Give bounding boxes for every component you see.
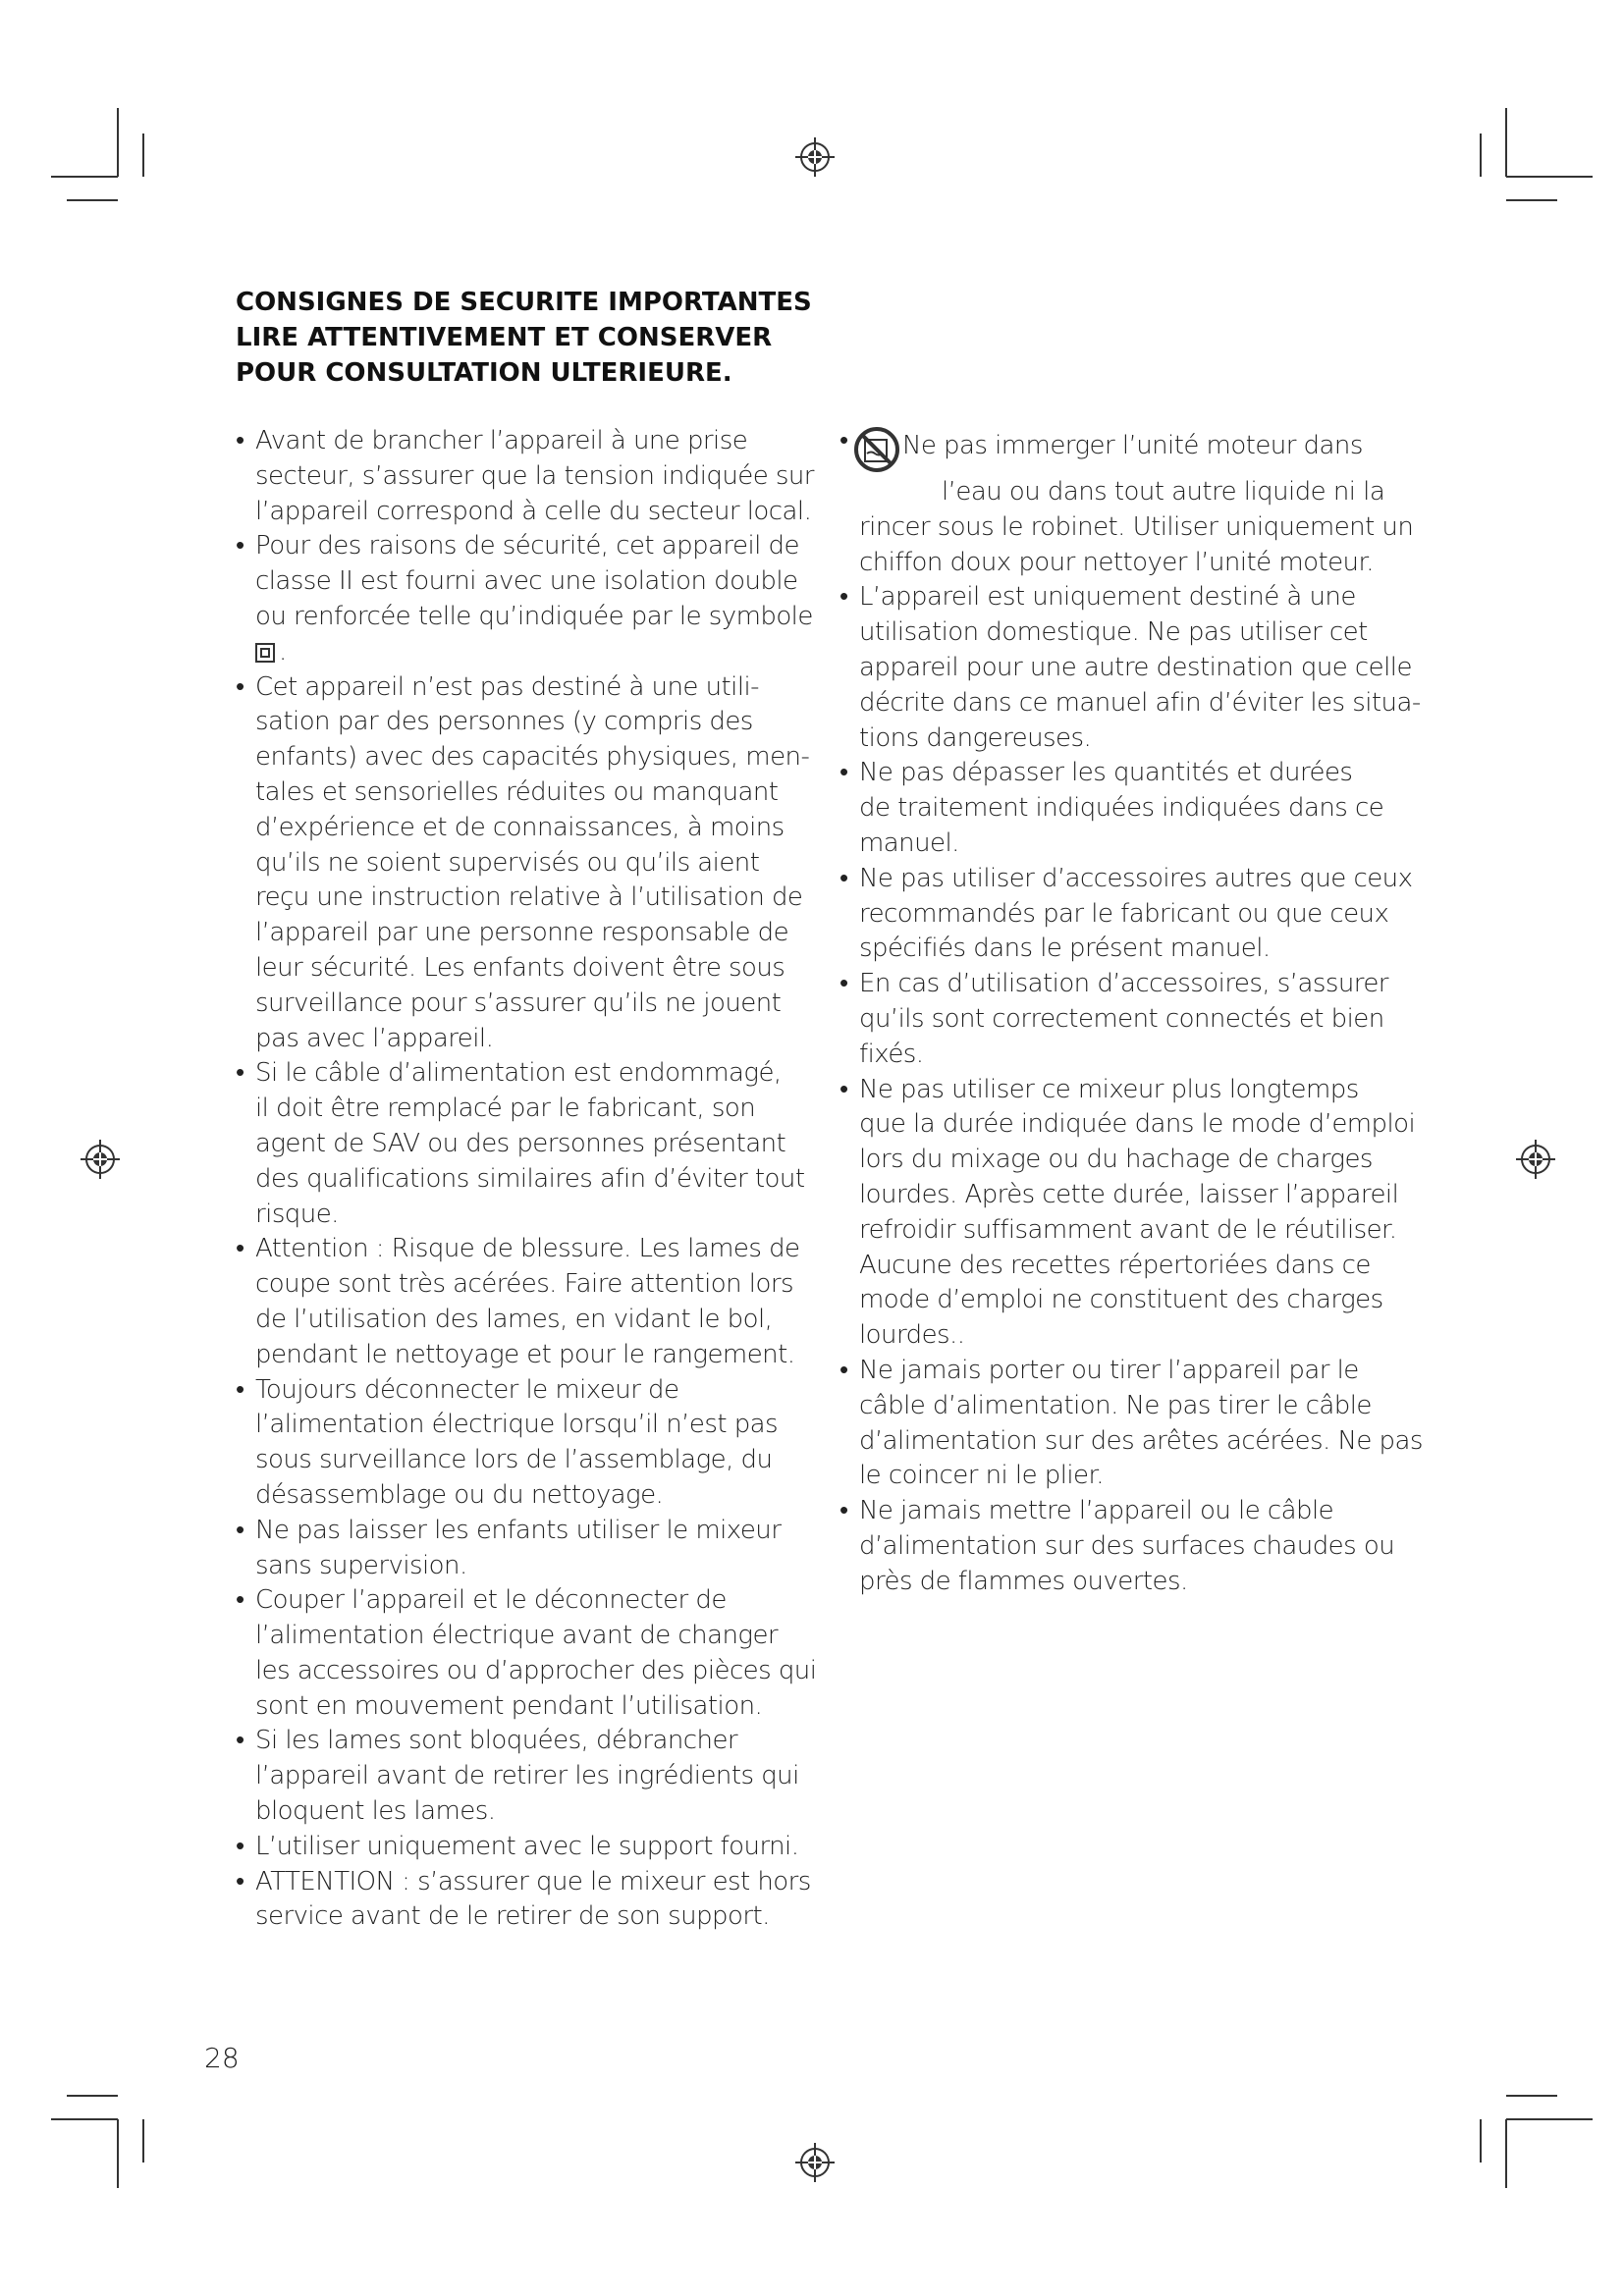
list-item-text: utilisation domestique. Ne pas utiliser cet — [859, 617, 1368, 648]
list-item-text: sans supervision. — [255, 1550, 467, 1580]
list-item — [236, 1865, 815, 1936]
list-item-text: secteur, s’assurer que la tension indiquée sur — [255, 460, 814, 491]
list-item — [839, 424, 1419, 580]
list-item-text: • Si le câble d’alimentation est endommagé, — [255, 1058, 782, 1089]
list-item — [236, 1514, 815, 1584]
title-line: POUR CONSULTATION ULTERIEURE. — [236, 358, 732, 388]
no-water-immersion-icon — [851, 424, 902, 475]
list-item-text: chiffon doux pour nettoyer l’unité moteur. — [859, 547, 1374, 577]
list-item-text: désassemblage ou du nettoyage. — [255, 1479, 664, 1510]
list-item-text: rincer sous le robinet. Utiliser uniquement un — [859, 511, 1414, 542]
list-item-text: • Cet appareil n’est pas destiné à une utili- — [255, 671, 759, 702]
list-item-text: • Pour des raisons de sécurité, cet appareil de — [255, 531, 799, 561]
list-item-text: qu’ils ne soient supervisés ou qu’ils aient — [255, 847, 760, 878]
title-line: CONSIGNES DE SECURITE IMPORTANTES — [236, 288, 812, 317]
list-item-text: reçu une instruction relative à l’utilisation de — [255, 882, 803, 913]
left-column-safety-list — [236, 424, 815, 1935]
list-item — [236, 1583, 815, 1724]
list-item-text: pas avec l’appareil. — [255, 1023, 494, 1053]
list-item-text: • L’appareil est uniquement destiné à une — [859, 582, 1356, 613]
list-item-text: lors du mixage ou du hachage de charges — [859, 1145, 1373, 1175]
list-item-text: d’expérience et de connaissances, à moins — [255, 812, 785, 842]
list-item — [236, 1830, 815, 1865]
list-item-text: décrite dans ce manuel afin d’éviter les situa- — [859, 687, 1421, 718]
list-item-text: près de flammes ouvertes. — [859, 1566, 1188, 1596]
list-item — [839, 756, 1419, 861]
list-item — [839, 580, 1419, 756]
list-item-text: • Toujours déconnecter le mixeur de — [255, 1374, 679, 1405]
list-item-text: • Ne pas dépasser les quantités et durées — [859, 758, 1353, 788]
list-item-text: • Avant de brancher l’appareil à une prise — [255, 426, 748, 455]
title-line: LIRE ATTENTIVEMENT ET CONSERVER — [236, 323, 773, 352]
list-item-text: des qualifications similaires afin d’éviter tout — [255, 1163, 805, 1194]
list-item — [839, 862, 1419, 967]
list-item — [236, 1232, 815, 1372]
list-item-text: • Ne jamais mettre l’appareil ou le câble — [859, 1496, 1334, 1526]
list-item-text: coupe sont très acérées. Faire attention lors — [255, 1269, 793, 1300]
list-item-text: • Si les lames sont bloquées, débrancher — [255, 1726, 738, 1756]
list-item-text: qu’ils sont correctement connectés et bien — [859, 1003, 1384, 1034]
class-ii-symbol-line — [255, 635, 815, 670]
list-item-text: • Attention : Risque de blessure. Les lames de — [255, 1234, 800, 1264]
list-item-text: sation par des personnes (y compris des — [255, 707, 753, 737]
list-item-text: que la durée indiquée dans le mode d’emploi — [859, 1109, 1416, 1140]
list-item-text: tions dangereuses. — [859, 722, 1092, 753]
list-item-text: • Ne pas utiliser d’accessoires autres que ceux — [859, 863, 1413, 893]
list-item-text: l’appareil par une personne responsable de — [255, 918, 789, 948]
list-item — [839, 967, 1419, 1072]
list-item-text: spécifiés dans le présent manuel. — [859, 934, 1271, 964]
page-title — [236, 285, 812, 391]
list-item-text: leur sécurité. Les enfants doivent être sous — [255, 952, 785, 983]
registration-mark-icon — [81, 1140, 120, 1179]
list-item-text: l’eau ou dans tout autre liquide ni la — [942, 477, 1385, 507]
list-item — [236, 670, 815, 1057]
registration-mark-icon — [795, 137, 835, 177]
list-item — [236, 1373, 815, 1514]
list-item-text: câble d’alimentation. Ne pas tirer le câble — [859, 1390, 1372, 1420]
list-item-text: l’alimentation électrique avant de changer — [255, 1621, 779, 1651]
list-item-text: Ne pas immerger l’unité moteur dans — [902, 431, 1363, 460]
list-item — [236, 529, 815, 669]
list-item-text: enfants) avec des capacités physiques, men- — [255, 742, 810, 773]
right-column-safety-list — [839, 424, 1423, 1600]
list-item-text: • En cas d’utilisation d’accessoires, s’assurer — [859, 969, 1388, 999]
list-item-text: risque. — [255, 1199, 339, 1229]
list-item-text: d’alimentation sur des surfaces chaudes ou — [859, 1530, 1395, 1561]
list-item-text: l’appareil correspond à celle du secteur local. — [255, 496, 812, 526]
list-item-text: lourdes.. — [859, 1320, 965, 1351]
list-item-text: de l’utilisation des lames, en vidant le bol, — [255, 1304, 773, 1334]
list-item-text: le coincer ni le plier. — [859, 1461, 1104, 1491]
list-item-text: fixés. — [859, 1039, 924, 1069]
list-item-text: Aucune des recettes répertoriées dans ce — [859, 1250, 1371, 1280]
list-item-text: d’alimentation sur des arêtes acérées. Ne pas — [859, 1425, 1423, 1456]
list-item — [236, 1724, 815, 1829]
list-item-text: refroidir suffisamment avant de le réutiliser. — [859, 1214, 1397, 1245]
double-square-icon — [255, 643, 275, 663]
list-item-text: • Ne pas laisser les enfants utiliser le mixeur — [255, 1515, 782, 1545]
list-item-text: agent de SAV ou des personnes présentant — [255, 1128, 786, 1158]
list-item-text: classe II est fourni avec une isolation double — [255, 566, 798, 597]
list-item — [236, 1056, 815, 1232]
list-item-text: mode d’emploi ne constituent des charges — [859, 1285, 1383, 1315]
list-item-text: l’appareil avant de retirer les ingrédients qui — [255, 1761, 799, 1791]
list-item-text: les accessoires ou d’approcher des pièces qui — [255, 1655, 817, 1685]
list-item — [839, 1073, 1419, 1354]
list-item-text: lourdes. Après cette durée, laisser l’appareil — [859, 1179, 1399, 1209]
list-item — [839, 1354, 1423, 1494]
list-item-text: ou renforcée telle qu’indiquée par le symbole — [255, 601, 813, 631]
list-item-text: • Ne jamais porter ou tirer l’appareil par le — [859, 1355, 1359, 1385]
list-item — [236, 424, 815, 529]
list-item-text: de traitement indiquées indiquées dans ce — [859, 793, 1384, 824]
list-item-text: il doit être remplacé par le fabricant, son — [255, 1094, 756, 1124]
list-item-text: • Ne pas utiliser ce mixeur plus longtemps — [859, 1074, 1359, 1104]
list-item-text: sous surveillance lors de l’assemblage, du — [255, 1445, 773, 1475]
registration-mark-icon — [1516, 1140, 1555, 1179]
list-item-text: recommandés par le fabricant ou que ceux — [859, 898, 1389, 929]
list-item-text: . — [279, 636, 287, 667]
registration-mark-icon — [795, 2143, 835, 2182]
list-item-text: appareil pour une autre destination que celle — [859, 652, 1412, 682]
list-item-text: • Couper l’appareil et le déconnecter de — [255, 1585, 727, 1616]
list-item-text: l’alimentation électrique lorsqu’il n’est pas — [255, 1410, 779, 1440]
list-item-text: bloquent les lames. — [255, 1796, 496, 1827]
list-item-text: manuel. — [859, 828, 959, 858]
list-item-text: sont en mouvement pendant l’utilisation. — [255, 1690, 763, 1721]
list-item-text: • ATTENTION : s’assurer que le mixeur est hors — [255, 1866, 811, 1896]
list-item-text: surveillance pour s’assurer qu’ils ne jouent — [255, 988, 782, 1018]
list-item-text: service avant de le retirer de son support. — [255, 1901, 770, 1932]
list-item — [839, 1494, 1419, 1599]
list-item-text: • L’utiliser uniquement avec le support fourni. — [255, 1831, 799, 1861]
page-number: 28 — [204, 2042, 240, 2074]
list-item-text: pendant le nettoyage et pour le rangement. — [255, 1339, 795, 1369]
list-item-text: tales et sensorielles réduites ou manquant — [255, 776, 779, 807]
